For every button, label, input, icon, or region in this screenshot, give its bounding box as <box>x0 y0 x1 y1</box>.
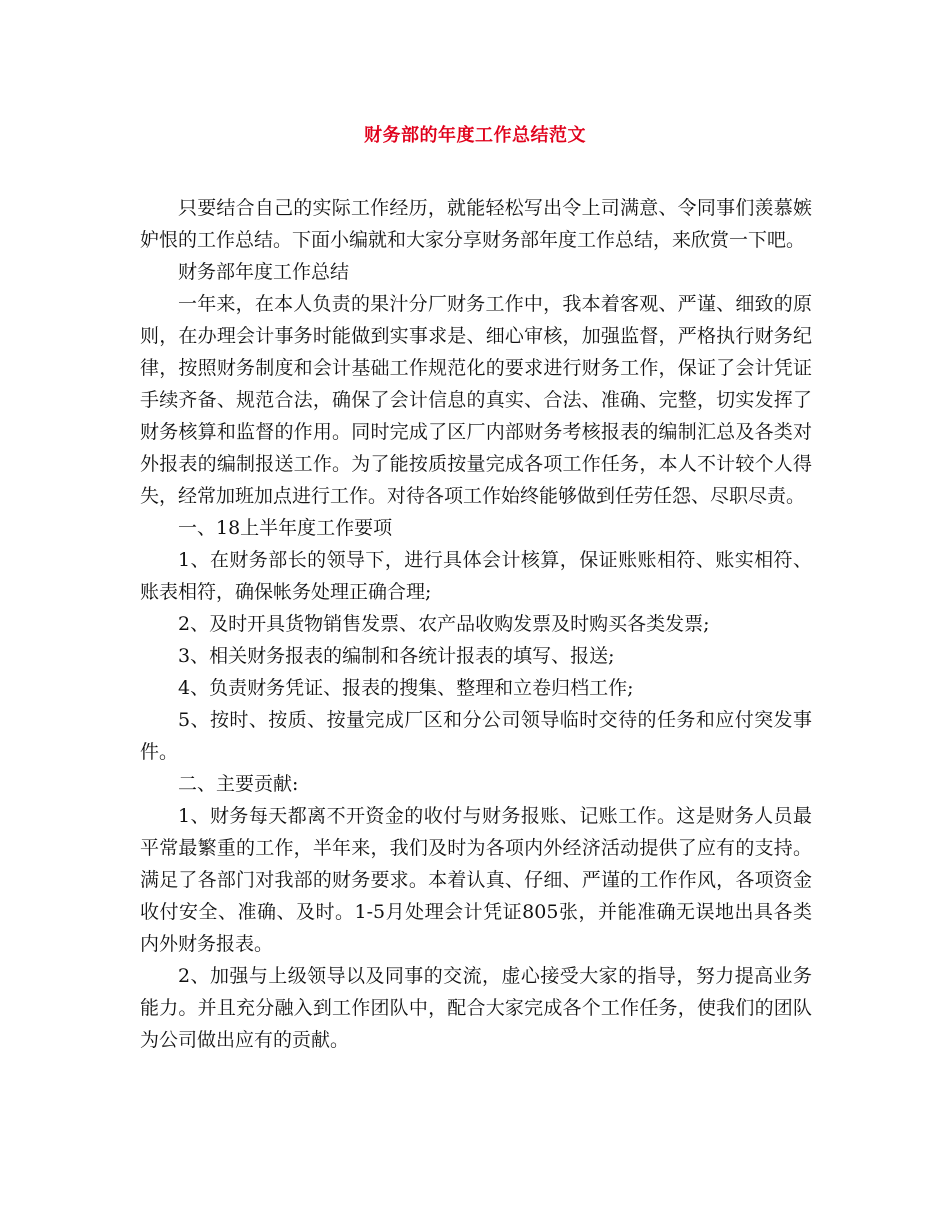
work-item-1: 1、在财务部长的领导下，进行具体会计核算，保证账账相符、账实相符、账表相符，确保帐务处理正确合理; <box>140 549 812 603</box>
work-item-4: 4、负责财务凭证、报表的搜集、整理和立卷归档工作; <box>178 677 634 699</box>
section-heading: 财务部年度工作总结 <box>178 261 350 283</box>
contribution-2: 2、加强与上级领导以及同事的交流，虚心接受大家的指导，努力提高业务能力。并且充分融入到工作团队中，配合大家完成各个工作任务，使我们的团队为公司做出应有的贡献。 <box>140 965 812 1051</box>
contributions-heading: 二、主要贡献: <box>178 773 299 795</box>
document-body <box>140 192 812 1056</box>
contribution-1: 1、财务每天都离不开资金的收付与财务报账、记账工作。这是财务人员最平常最繁重的工作，半年来，我们及时为各项内外经济活动提供了应有的支持。满足了各部门对我部的财务要求。本着认真、仔细、严谨的工作作风，各项资金收付安全、准确、及时。1-5月处理会计凭证805张，并能准确无误地出具各类内外财务报表。 <box>140 805 812 955</box>
work-item-3: 3、相关财务报表的编制和各统计报表的填写、报送; <box>178 645 615 667</box>
summary-paragraph: 一年来，在本人负责的果汁分厂财务工作中，我本着客观、严谨、细致的原则，在办理会计事务时能做到实事求是、细心审核，加强监督，严格执行财务纪律，按照财务制度和会计基础工作规范化的要求进行财务工作，保证了会计凭证手续齐备、规范合法，确保了会计信息的真实、合法、准确、完整，切实发挥了财务核算和监督的作用。同时完成了区厂内部财务考核报表的编制汇总及各类对外报表的编制报送工作。为了能按质按量完成各项工作任务，本人不计较个人得失，经常加班加点进行工作。对待各项工作始终能够做到任劳任怨、尽职尽责。 <box>140 293 812 507</box>
intro-paragraph: 只要结合自己的实际工作经历，就能轻松写出令上司满意、令同事们羡慕嫉妒恨的工作总结。下面小编就和大家分享财务部年度工作总结，来欣赏一下吧。 <box>140 197 812 251</box>
work-item-5: 5、按时、按质、按量完成厂区和分公司领导临时交待的任务和应付突发事件。 <box>140 709 812 763</box>
work-items-heading: 一、18上半年度工作要项 <box>178 517 393 539</box>
work-item-2: 2、及时开具货物销售发票、农产品收购发票及时购买各类发票; <box>178 613 710 635</box>
document-title: 财务部的年度工作总结范文 <box>364 125 586 146</box>
